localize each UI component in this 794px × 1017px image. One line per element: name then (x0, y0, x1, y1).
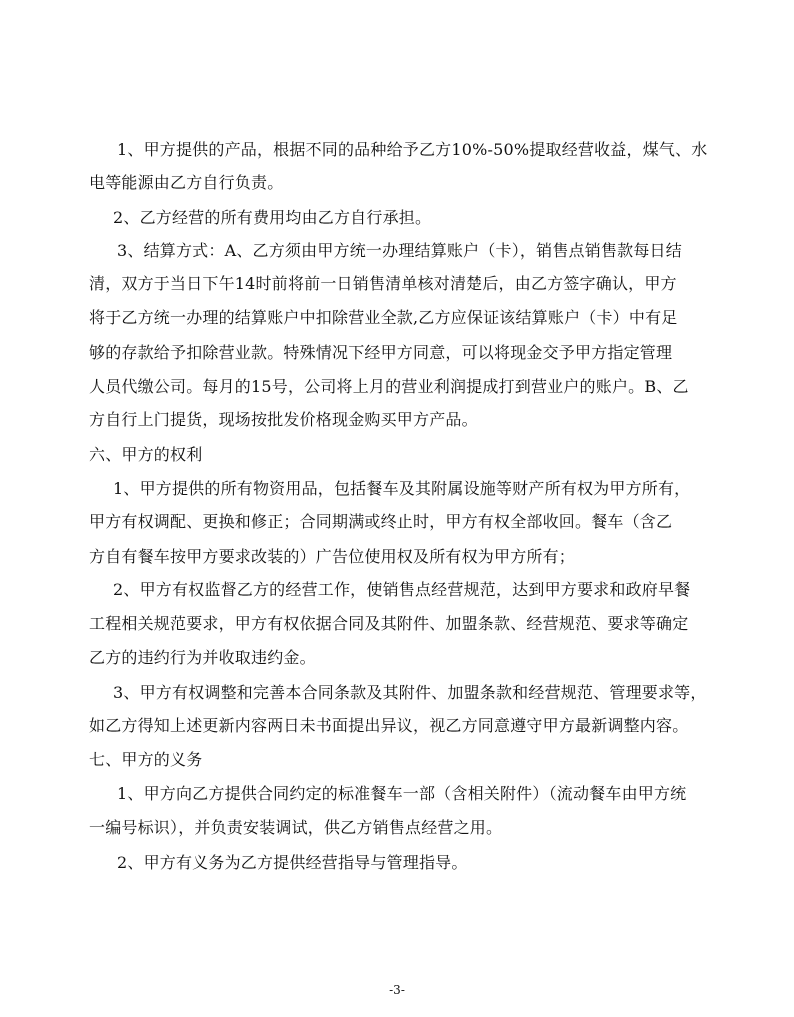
paragraph-line: 3、甲方有权调整和完善本合同条款及其附件、加盟条款和经营规范、管理要求等， (113, 683, 707, 702)
page-number: -3- (389, 983, 405, 997)
paragraph-line: 2、甲方有义务为乙方提供经营指导与管理指导。 (117, 853, 468, 872)
paragraph-line: 方自有餐车按甲方要求改装的）广告位使用权及所有权为甲方所有； (89, 547, 576, 566)
paragraph-line: 1、甲方提供的产品，根据不同的品种给予乙方10%-50%提取经营收益，煤气、水 (117, 140, 708, 159)
paragraph-line: 够的存款给予扣除营业款。特殊情况下经甲方同意，可以将现金交予甲方指定管理 (89, 343, 673, 362)
section-heading: 六、甲方的权利 (89, 445, 203, 464)
paragraph-line: 方自行上门提货，现场按批发价格现金购买甲方产品。 (89, 410, 478, 429)
paragraph-line: 2、甲方有权监督乙方的经营工作，使销售点经营规范，达到甲方要求和政府早餐 (113, 580, 691, 599)
paragraph-line: 1、甲方提供的所有物资用品，包括餐车及其附属设施等财产所有权为甲方所有， (113, 479, 691, 498)
paragraph-line: 3、结算方式：A、乙方须由甲方统一办理结算账户（卡），销售点销售款每日结 (117, 241, 682, 260)
paragraph-line: 一编号标识），并负责安装调试，供乙方销售点经营之用。 (89, 818, 503, 837)
section-heading: 七、甲方的义务 (89, 750, 203, 769)
paragraph-line: 2、乙方经营的所有费用均由乙方自行承担。 (113, 208, 432, 227)
paragraph-line: 将于乙方统一办理的结算账户中扣除营业全款,乙方应保证该结算账户（卡）中有足 (89, 308, 678, 327)
paragraph-line: 甲方有权调配、更换和修正；合同期满或终止时，甲方有权全部收回。餐车（含乙 (89, 512, 673, 531)
paragraph-line: 工程相关规范要求，甲方有权依据合同及其附件、加盟条款、经营规范、要求等确定 (89, 614, 689, 633)
paragraph-line: 乙方的违约行为并收取违约金。 (89, 648, 316, 667)
paragraph-line: 电等能源由乙方自行负责。 (89, 173, 284, 192)
paragraph-line: 如乙方得知上述更新内容两日未书面提出异议，视乙方同意遵守甲方最新调整内容。 (89, 716, 689, 735)
paragraph-line: 清，双方于当日下午14时前将前一日销售清单核对清楚后，由乙方签字确认，甲方 (89, 274, 677, 293)
paragraph-line: 1、甲方向乙方提供合同约定的标准餐车一部（含相关附件）（流动餐车由甲方统 (117, 784, 687, 803)
paragraph-line: 人员代缴公司。每月的15号，公司将上月的营业利润提成打到营业户的账户。B、乙 (89, 377, 689, 396)
